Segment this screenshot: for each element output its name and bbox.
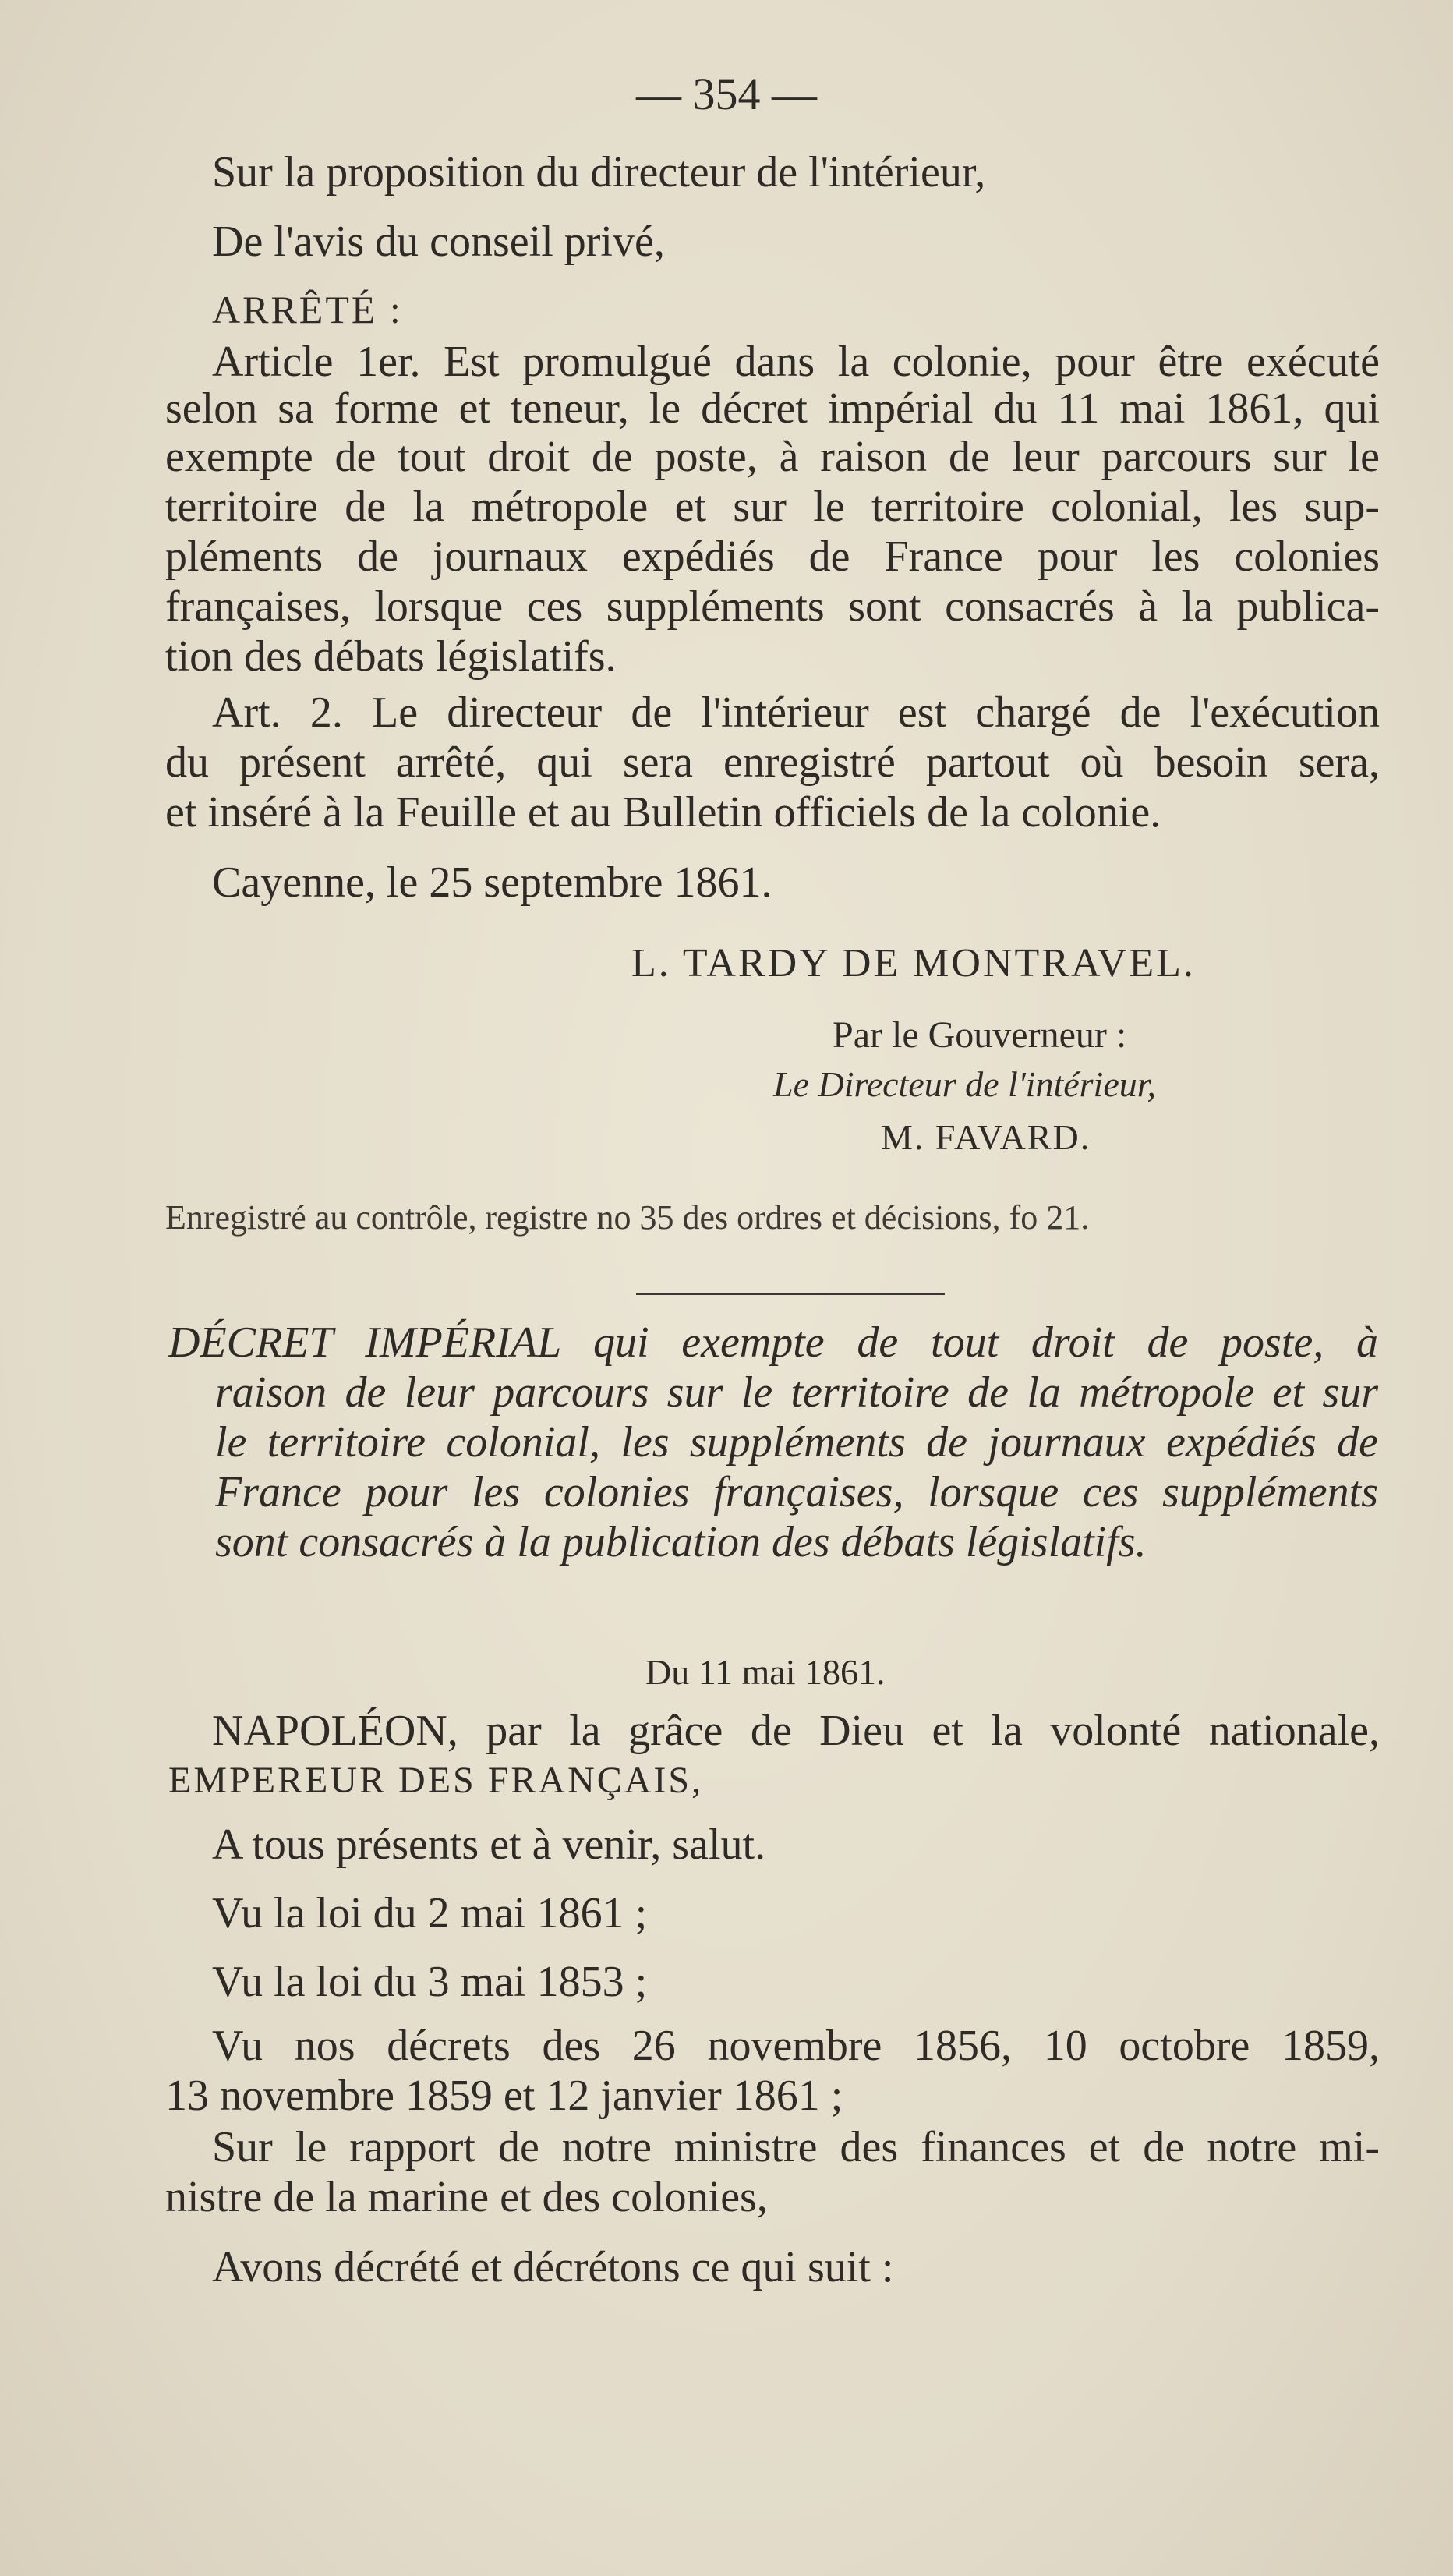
article1-line-6: françaises, lorsque ces suppléments sont consacrés à la publica- [165, 582, 1380, 631]
rapport-line-2: nistre de la marine et des colonies, [165, 2173, 768, 2221]
article1-line-3: exempte de tout droit de poste, à raison de leur parcours sur le [165, 433, 1380, 481]
signature-name: M. FAVARD. [881, 1117, 1091, 1157]
vu-decrets-line-1: Vu nos décrets des 26 novembre 1856, 10 octobre 1859, [212, 2022, 1380, 2070]
article1-line-4: territoire de la métropole et sur le territoire colonial, les sup- [165, 483, 1380, 531]
preamble-line-2: De l'avis du conseil privé, [212, 218, 665, 266]
signature-directeur: Le Directeur de l'intérieur, [773, 1064, 1157, 1104]
napoleon-line-2: EMPEREUR DES FRANÇAIS, [168, 1760, 704, 1801]
article1-line-7: tion des débats législatifs. [165, 632, 617, 681]
article1-line-5: pléments de journaux expédiés de France pour les colonies [165, 533, 1380, 581]
article1-line-1: Article 1er. Est promulgué dans la colonie, pour être exécuté [212, 338, 1380, 386]
vu-line-2: Vu la loi du 3 mai 1853 ; [212, 1958, 648, 2006]
article2-line-3: et inséré à la Feuille et au Bulletin officiels de la colonie. [165, 788, 1161, 837]
decret-date: Du 11 mai 1861. [645, 1652, 886, 1692]
date-line: Cayenne, le 25 septembre 1861. [212, 858, 772, 907]
salut-line: A tous présents et à venir, salut. [212, 1821, 766, 1869]
article2-line-1: Art. 2. Le directeur de l'intérieur est chargé de l'exécution [212, 688, 1380, 737]
decret-title-line-4: France pour les colonies françaises, lorsque ces suppléments [215, 1468, 1378, 1516]
arrete-label: ARRÊTÉ : [212, 288, 403, 331]
signature-governor: L. TARDY DE MONTRAVEL. [631, 941, 1196, 985]
vu-decrets-line-2: 13 novembre 1859 et 12 janvier 1861 ; [165, 2072, 843, 2120]
article1-line-2: selon sa forme et teneur, le décret impérial du 11 mai 1861, qui [165, 384, 1380, 433]
signature-par-le: Par le Gouverneur : [833, 1014, 1127, 1056]
rapport-line-1: Sur le rapport de notre ministre des finances et de notre mi- [212, 2123, 1380, 2171]
section-divider [636, 1293, 945, 1295]
article2-line-2: du présent arrêté, qui sera enregistré partout où besoin sera, [165, 738, 1380, 787]
decret-title-line-5: sont consacrés à la publication des débats législatifs. [215, 1518, 1147, 1566]
registration-note: Enregistré au contrôle, registre no 35 des ordres et décisions, fo 21. [165, 1198, 1090, 1237]
page-number: — 354 — [636, 69, 817, 119]
decret-title-line-3: le territoire colonial, les suppléments de journaux expédiés de [215, 1418, 1378, 1467]
decret-title-line-2: raison de leur parcours sur le territoire de la métropole et sur [215, 1368, 1378, 1417]
napoleon-line-1: NAPOLÉON, par la grâce de Dieu et la volonté nationale, [212, 1707, 1380, 1755]
decret-title-line-1: DÉCRET IMPÉRIAL qui exempte de tout droit de poste, à [168, 1318, 1378, 1367]
vu-line-1: Vu la loi du 2 mai 1861 ; [212, 1889, 648, 1937]
avons-decrete-line: Avons décrété et décrétons ce qui suit : [212, 2243, 894, 2291]
preamble-line-1: Sur la proposition du directeur de l'intérieur, [212, 148, 986, 196]
